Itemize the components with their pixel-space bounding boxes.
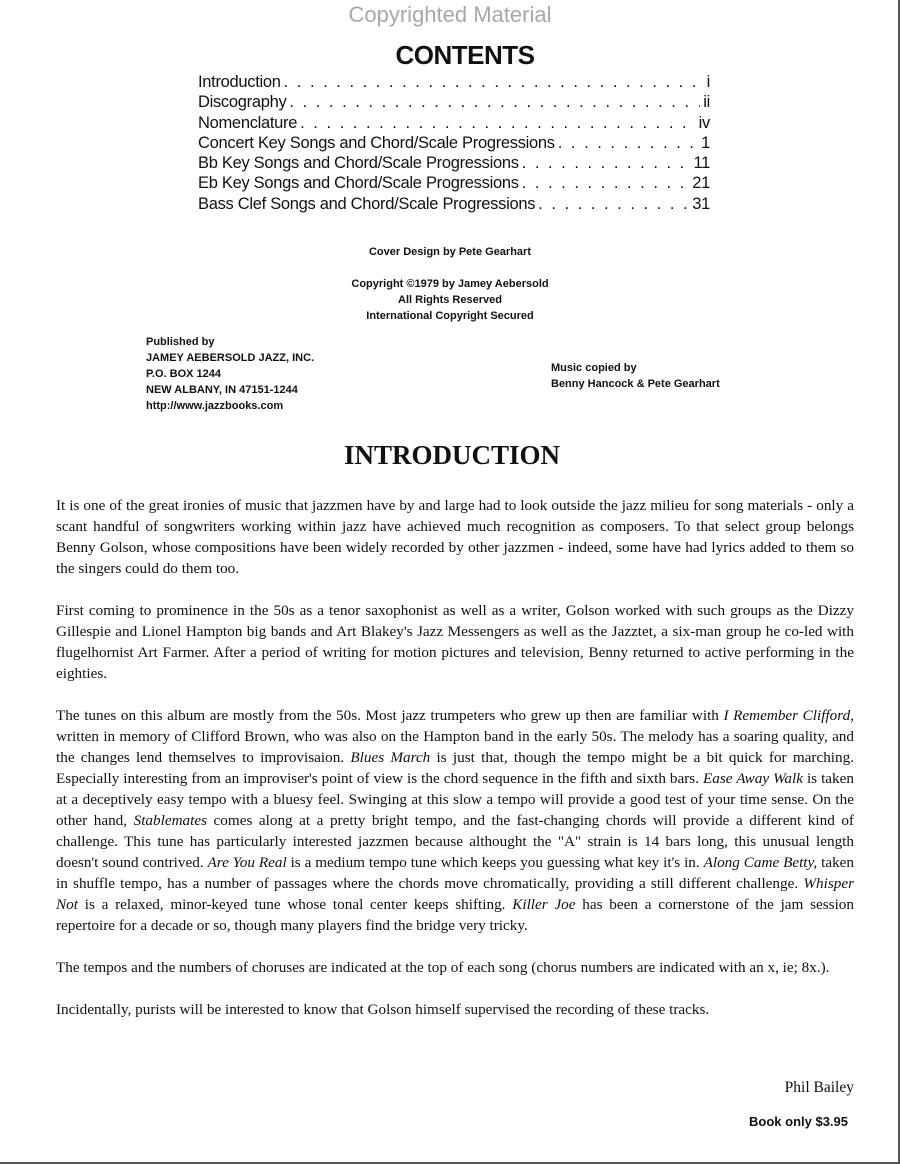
- intro-paragraph-2: First coming to prominence in the 50s as a tenor saxophonist as well as a writer, Golson worked with such groups as the Dizzy Gillespie and Lionel Hampton big bands and Art Blakey's Jazz Messengers as well as the Jazztet, a six-man group he co-led with flugelhornist Art Farmer. After a period of writing for motion pictures and television, Benny returned to active performing in the eighties.: [56, 602, 854, 682]
- toc-item-title: Concert Key Songs and Chord/Scale Progressions: [198, 133, 555, 152]
- table-of-contents: [198, 72, 710, 214]
- paragraph-text: is just that, though the tempo might be a bit quick for marching. Especially interesting from an improviser's point of view is the chord sequence in the fifth and sixth bars.: [56, 749, 854, 787]
- paragraph-text: has been a cornerstone of the jam session repertoire for a decade or so, though many players find the bridge very tricky.: [56, 896, 854, 934]
- toc-item-page: ii: [703, 93, 710, 112]
- cover-design-credit: Cover Design by Pete Gearhart: [368, 246, 531, 258]
- paragraph-text: is a medium tempo tune which keeps you guessing what key it's in.: [286, 854, 704, 871]
- toc-item[interactable]: [198, 92, 710, 112]
- publisher-url: http://www.jazzbooks.com: [146, 400, 284, 412]
- toc-item-page: iv: [698, 113, 710, 132]
- copyright-line: All Rights Reserved: [398, 294, 502, 306]
- toc-leader-dots: [522, 173, 690, 193]
- paragraph-text: comes along at a pretty bright tempo, and the fast-changing chords will provide a different kind of challenge. This tune has particularly interested jazzmen because althought the "A" strain is 14 bars long, this unusual length doesn't sound contrived.: [56, 812, 854, 871]
- toc-item[interactable]: [198, 72, 710, 92]
- toc-item-page: 21: [692, 174, 710, 193]
- intro-paragraph-5: Incidentally, purists will be interested to know that Golson himself supervised the recording of these tracks.: [56, 1001, 710, 1018]
- toc-item-title: Bass Clef Songs and Chord/Scale Progressions: [198, 194, 536, 213]
- intro-paragraph-4: The tempos and the numbers of choruses are indicated at the top of each song (chorus numbers are indicated with an x, ie; 8x.).: [56, 959, 830, 976]
- copyright-notice: [0, 276, 900, 324]
- publisher-info: [146, 334, 314, 414]
- paragraph-text: is a relaxed, minor-keyed tune whose tonal center keeps shifting.: [77, 896, 513, 913]
- intro-paragraph-1: It is one of the great ironies of music that jazzmen have by and large had to look outside the jazz milieu for song materials - only a scant handful of songwriters working within jazz have achieved much recognition as composers. To that select group belongs Benny Golson, whose compositions have been widely recorded by other jazzmen - indeed, some have had lyrics added to them so the singers could do them too.: [56, 497, 854, 577]
- toc-item[interactable]: [198, 113, 710, 133]
- toc-item-title: Introduction: [198, 73, 281, 91]
- publisher-line: JAMEY AEBERSOLD JAZZ, INC.: [146, 352, 315, 364]
- introduction-body: [56, 495, 854, 1041]
- toc-item-title: Eb Key Songs and Chord/Scale Progressions: [198, 174, 519, 193]
- author-signature: Phil Bailey: [784, 1079, 854, 1096]
- song-title: Stablemates: [133, 812, 208, 829]
- copyright-line: International Copyright Secured: [366, 310, 534, 322]
- toc-leader-dots: [300, 113, 696, 133]
- intro-paragraph-3: [56, 705, 854, 936]
- toc-item-title: Nomenclature: [198, 113, 298, 132]
- toc-item[interactable]: [198, 133, 710, 153]
- introduction-title: INTRODUCTION: [343, 440, 561, 470]
- toc-leader-dots: [284, 72, 704, 92]
- paragraph-text: is taken at a deceptively easy tempo with a bluesy feel. Swinging at this slow a tempo will provide a good test of your time sense. On the other hand,: [56, 770, 854, 829]
- music-copied-line: Music copied by: [551, 362, 637, 374]
- toc-item-page: i: [706, 73, 710, 91]
- toc-item[interactable]: [198, 153, 710, 173]
- song-title: Are You Real: [207, 854, 287, 871]
- toc-item-page: 1: [701, 133, 710, 152]
- paragraph-text: taken in shuffle tempo, has a number of passages where the chords move chromatically, providing a still different challenge.: [56, 854, 855, 892]
- contents-title: CONTENTS: [395, 40, 535, 70]
- paragraph-text: The tunes on this album are mostly from the 50s. Most jazz trumpeters who grew up then are familiar with: [56, 707, 724, 724]
- publisher-line: P.O. BOX 1244: [146, 368, 222, 380]
- toc-item[interactable]: [198, 173, 710, 193]
- toc-leader-dots: [289, 92, 700, 112]
- toc-item-page: 31: [692, 194, 710, 213]
- toc-leader-dots: [538, 194, 689, 214]
- publisher-line: NEW ALBANY, IN 47151-1244: [146, 384, 298, 396]
- song-title: Along Came Betty,: [703, 854, 818, 871]
- song-title: Whisper Not: [56, 875, 854, 913]
- toc-item-page: 11: [693, 154, 710, 173]
- song-title: Killer Joe: [512, 896, 576, 913]
- music-copied-line: Benny Hancock & Pete Gearhart: [551, 378, 720, 390]
- price-label: Book only $3.95: [749, 1114, 848, 1129]
- music-copied-credit: [551, 360, 720, 392]
- song-title: I Remember Clifford,: [723, 707, 854, 724]
- song-title: Blues March: [350, 749, 431, 766]
- toc-leader-dots: [558, 133, 698, 153]
- toc-item[interactable]: [198, 194, 710, 214]
- toc-item-title: Bb Key Songs and Chord/Scale Progressions: [198, 154, 519, 173]
- toc-item-title: Discography: [198, 93, 287, 112]
- watermark: Copyrighted Material: [348, 2, 552, 27]
- song-title: Ease Away Walk: [703, 770, 803, 787]
- toc-leader-dots: [522, 153, 691, 173]
- copyright-line: Copyright ©1979 by Jamey Aebersold: [351, 278, 549, 290]
- paragraph-text: written in memory of Clifford Brown, who was also on the Hampton band in the early 50s. The melody has a soaring quality, and the changes lend themselves to improvisaion.: [56, 728, 854, 766]
- publisher-line: Published by: [146, 336, 215, 348]
